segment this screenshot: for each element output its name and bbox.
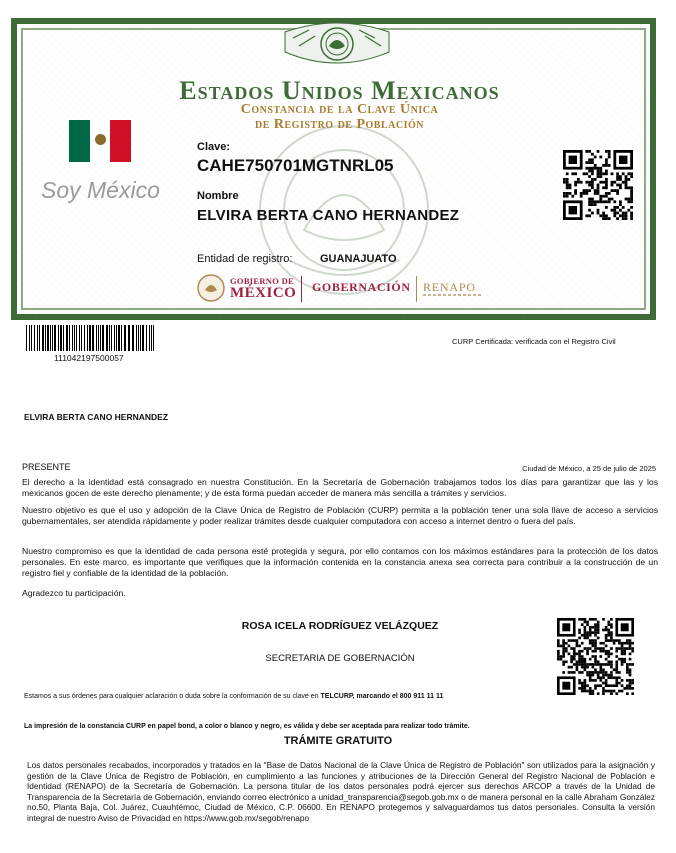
barcode-number: 111042197500057 — [54, 353, 124, 363]
place-date: Ciudad de México, a 25 de julio de 2025 — [522, 464, 656, 473]
renapo-tagline — [423, 294, 481, 296]
privacy-notice: Los datos personales recabados, incorporados y tratados en la "Base de Datos Nacional de la Clave Única de Registro de Población" son utilizados para la asignación y gestión de la Clave Única de Registro de Población, en cumplimiento a las funciones y atribuciones de la Dirección General del Registro Nacional de Población e Identidad (RENAPO) de la Secretaría de Gobernación. La persona titular de los datos personales podrá ejercer sus derechos ARCOP a través de la Unidad de Transparencia de la Secretaría de Gobernación, enviando correo electrónico a unidad_transparencia@segob.gob.mx o de manera personal en la calle Abraham González no.50, Planta Baja, Col. Juárez, Cuauhtémoc, Ciudad de México, C.P. 06600. En RENAPO protegemos y salvaguardamos tus datos personales. Consulta la versión integral de nuestro Aviso de Privacidad en https://www.gob.mx/segob/renapo — [27, 760, 655, 823]
certificate-subtitle-line1: Constancia de la Clave Única — [240, 102, 439, 117]
clave-value: CAHE750701MGTNRL05 — [197, 156, 394, 175]
national-seal-icon — [279, 22, 395, 74]
paragraph-3: Nuestro compromiso es que la identidad de cada persona esté protegida y segura, por ello contamos con los máximos estándares para la protección de los datos personales. En este marco, es importante que verifiques que la información contenida en la constancia anexa sea correcta para contribuir a la construcción de un registro fiel y confiable de la identidad de la población. — [22, 546, 658, 578]
certificate-title: Estados Unidos Mexicanos — [179, 76, 500, 105]
qr-code-bottom — [557, 618, 634, 695]
mexican-flag-icon — [69, 120, 131, 162]
logo-divider-2 — [416, 276, 417, 302]
entidad-value: GUANAJUATO — [320, 253, 397, 265]
greeting: PRESENTE — [22, 462, 71, 472]
gobierno-seal-icon — [197, 274, 225, 302]
signer-title: SECRETARIA DE GOBERNACIÓN — [265, 653, 415, 664]
certified-note: CURP Certificada: verificada con el Registro Civil — [452, 337, 616, 346]
certificate-subtitle-line2: de Registro de Población — [255, 117, 424, 132]
soy-mexico-text: Soy México — [41, 177, 160, 203]
contact-line — [24, 693, 443, 700]
clave-label: Clave: — [197, 141, 231, 153]
contact-phone: TELCURP, marcando el 800 911 11 11 — [320, 693, 444, 700]
renapo-logo: RENAPO — [423, 280, 476, 294]
contact-prefix: Estamos a sus órdenes para cualquier aclaración o duda sobre la conformación de su clave en — [24, 693, 321, 700]
gobierno-line2: MÉXICO — [230, 285, 297, 301]
entidad-label: Entidad de registro: — [197, 253, 293, 265]
print-note: La impresión de la constancia CURP en papel bond, a color o blanco y negro, es válida y debe ser aceptada para realizar todo trámite. — [24, 723, 470, 730]
recipient-name: ELVIRA BERTA CANO HERNANDEZ — [24, 412, 169, 422]
barcode — [26, 325, 156, 351]
signer-name: ROSA ICELA RODRÍGUEZ VELÁZQUEZ — [241, 620, 439, 632]
nombre-label: Nombre — [197, 190, 239, 202]
paragraph-2: Nuestro objetivo es que el uso y adopción de la Clave Única de Registro de Población (CURP) permita a la población tener una sola llave de acceso a servicios gubernamentales, ser atendida rápidamente y poder realizar trámites desde cualquier computadora con acceso a internet dentro o fuera del país. — [22, 505, 658, 526]
nombre-value: ELVIRA BERTA CANO HERNANDEZ — [197, 207, 460, 224]
gobierno-line1: GOBIERNO DE — [230, 276, 294, 286]
qr-code-top — [563, 150, 633, 220]
curp-certificate — [11, 18, 656, 320]
thanks: Agradezco tu participación. — [22, 588, 126, 598]
paragraph-1: El derecho a la identidad está consagrado en nuestra Constitución. En la Secretaría de Gobernación trabajamos todos los días para garantizar que las y los mexicanos gocen de este derecho plenamente; y de esta forma puedan acceder de manera más sencilla a trámites y servicios. — [22, 477, 658, 498]
free-procedure: TRÁMITE GRATUITO — [283, 735, 393, 747]
gobernacion-logo: GOBERNACIÓN — [312, 280, 411, 294]
logo-divider-1 — [301, 276, 302, 302]
